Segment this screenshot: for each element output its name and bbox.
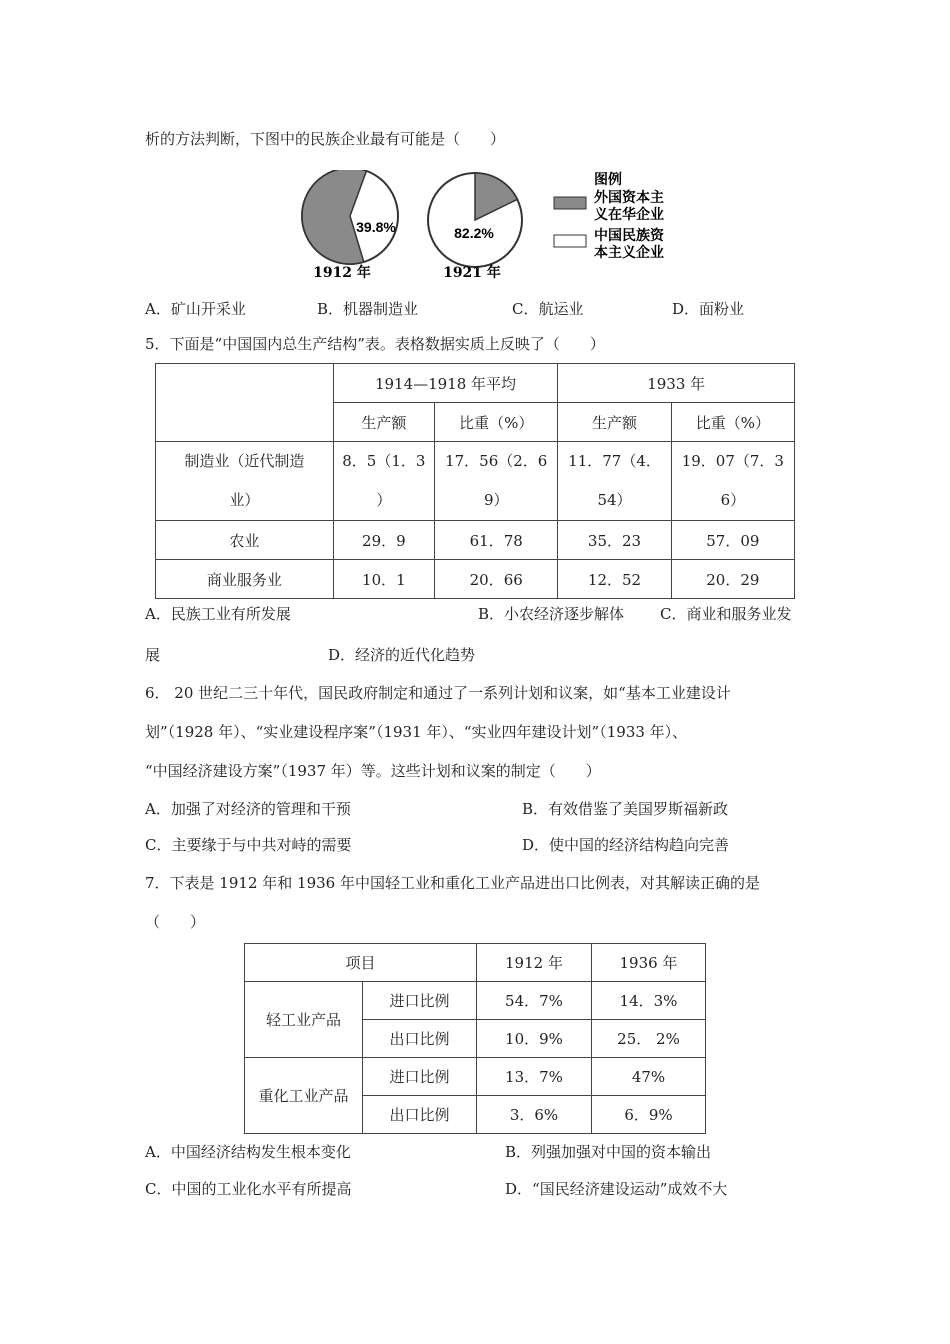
table-row [156, 442, 795, 521]
col-1912: 1912 年 [477, 944, 592, 982]
cell: 54．7% [477, 982, 592, 1020]
cell: 8．5（1．3 ） [333, 442, 434, 521]
legend-national-line2: 本主义企业 [594, 245, 664, 261]
row-label: 进口比例 [363, 1058, 477, 1096]
table-row [245, 1058, 706, 1096]
q4-stem: 析的方法判断，下图中的民族企业最有可能是（ ） [145, 130, 506, 148]
pie-chart-figure [298, 170, 698, 282]
col-share-1: 比重（%） [435, 403, 558, 442]
pie-1912-label: 39.8% [356, 219, 396, 235]
pie-1921 [428, 173, 522, 281]
cell: 61．78 [435, 521, 558, 560]
pie-1921-label: 82.2% [454, 225, 494, 241]
cell: 20．29 [671, 560, 794, 599]
production-table [155, 363, 795, 599]
table-row [245, 982, 706, 1020]
q4-option-a[interactable]: A．矿山开采业 [145, 300, 246, 318]
cell: 57．09 [671, 521, 794, 560]
row-label: 进口比例 [363, 982, 477, 1020]
pie-1912 [302, 170, 398, 281]
col-item: 项目 [245, 944, 477, 982]
q6-option-a[interactable]: A．加强了对经济的管理和干预 [145, 800, 351, 818]
legend-foreign-swatch [554, 197, 586, 209]
q5-stem: 5．下面是“中国国内总生产结构”表。表格数据实质上反映了（ ） [145, 335, 605, 353]
row-label: 出口比例 [363, 1020, 477, 1058]
cell: 17．56（2．6 9） [435, 442, 558, 521]
cell: 20．66 [435, 560, 558, 599]
cell: 19．07（7．3 6） [671, 442, 794, 521]
row-label: 商业服务业 [156, 560, 334, 599]
q7-stem-line1: 7．下表是 1912 年和 1936 年中国轻工业和重化工业产品进出口比例表，对其解读正确的是 [145, 874, 760, 892]
col-1936: 1936 年 [592, 944, 706, 982]
cell: 11．77（4． 54） [558, 442, 671, 521]
cell: 10．9% [477, 1020, 592, 1058]
q5-option-d[interactable]: D．经济的近代化趋势 [328, 646, 476, 664]
q5-option-b[interactable]: B．小农经济逐步解体 [478, 605, 625, 623]
legend-title: 图例 [594, 172, 622, 188]
legend-national-line1: 中国民族资 [594, 228, 664, 244]
table-corner [156, 364, 334, 442]
cell: 3．6% [477, 1096, 592, 1134]
cell: 25． 2% [592, 1020, 706, 1058]
q4-option-b[interactable]: B．机器制造业 [317, 300, 419, 318]
q6-stem-line3: “中国经济建设方案”（1937 年）等。这些计划和议案的制定（ ） [145, 762, 601, 780]
table-row [156, 521, 795, 560]
pie-1921-year: 1921 年 [443, 265, 501, 281]
pie-1912-year: 1912 年 [313, 265, 371, 281]
group-label: 轻工业产品 [245, 982, 363, 1058]
q4-option-c[interactable]: C．航运业 [512, 300, 584, 318]
row-label: 制造业（近代制造 业） [156, 442, 334, 521]
table-row [156, 560, 795, 599]
cell: 6．9% [592, 1096, 706, 1134]
col-output-1: 生产额 [333, 403, 434, 442]
trade-ratio-table [244, 943, 706, 1134]
cell: 14．3% [592, 982, 706, 1020]
cell: 12．52 [558, 560, 671, 599]
cell: 10．1 [333, 560, 434, 599]
cell: 47% [592, 1058, 706, 1096]
q7-option-a[interactable]: A．中国经济结构发生根本变化 [145, 1143, 351, 1161]
cell: 35．23 [558, 521, 671, 560]
cell: 13．7% [477, 1058, 592, 1096]
row-label: 出口比例 [363, 1096, 477, 1134]
q4-option-d[interactable]: D．面粉业 [672, 300, 745, 318]
col-output-2: 生产额 [558, 403, 671, 442]
q6-stem-line2: 划”（1928 年）、“实业建设程序案”（1931 年）、“实业四年建设计划”（1933 年）、 [145, 723, 688, 741]
q6-option-b[interactable]: B．有效借鉴了美国罗斯福新政 [522, 800, 729, 818]
q6-stem-line1: 6． 20 世纪二三十年代，国民政府制定和通过了一系列计划和议案，如“基本工业建设计 [145, 684, 731, 702]
period-2-header: 1933 年 [558, 364, 795, 403]
row-label: 农业 [156, 521, 334, 560]
legend [554, 171, 665, 261]
period-1-header: 1914—1918 年平均 [333, 364, 558, 403]
q5-option-c-cont: 展 [145, 646, 161, 664]
q6-option-c[interactable]: C．主要缘于与中共对峙的需要 [145, 836, 352, 854]
cell: 29．9 [333, 521, 434, 560]
q5-option-a[interactable]: A．民族工业有所发展 [145, 605, 291, 623]
q6-option-d[interactable]: D．使中国的经济结构趋向完善 [522, 836, 730, 854]
q7-option-d[interactable]: D．“国民经济建设运动”成效不大 [505, 1180, 728, 1198]
q7-option-c[interactable]: C．中国的工业化水平有所提高 [145, 1180, 352, 1198]
legend-national-swatch [554, 235, 586, 247]
col-share-2: 比重（%） [671, 403, 794, 442]
group-label: 重化工业产品 [245, 1058, 363, 1134]
legend-foreign-line2: 义在华企业 [594, 207, 664, 223]
q5-option-c[interactable]: C．商业和服务业发 [660, 605, 792, 623]
q7-option-b[interactable]: B．列强加强对中国的资本输出 [505, 1143, 712, 1161]
legend-foreign-line1: 外国资本主 [594, 190, 664, 206]
q7-stem-line2: （ ） [145, 913, 206, 931]
